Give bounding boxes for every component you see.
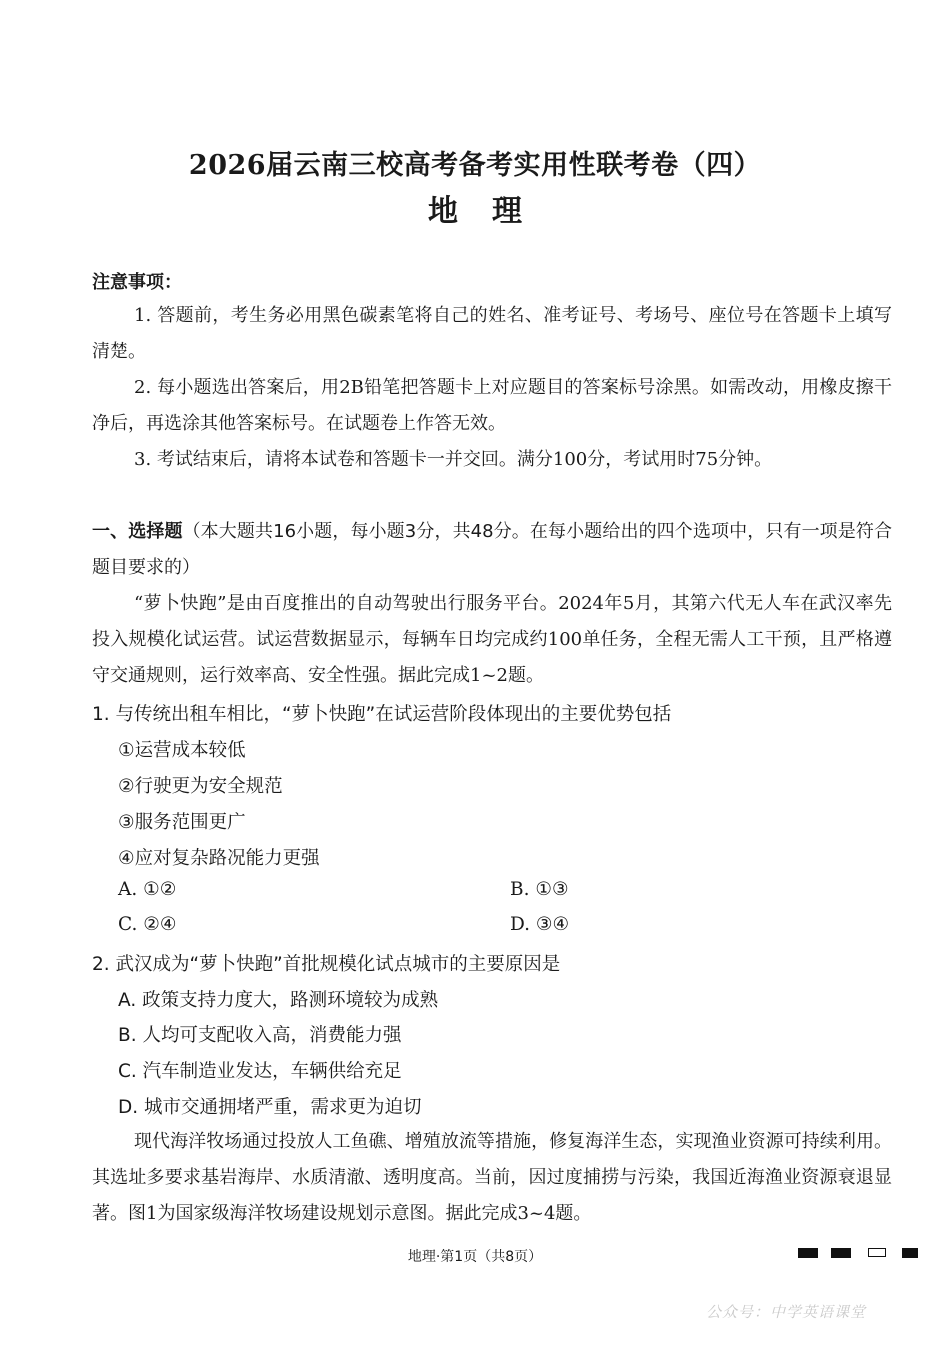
q1-item-1: ①运营成本较低 xyxy=(118,740,246,761)
mark-solid-1 xyxy=(798,1248,818,1258)
watermark: 公众号：中学英语课堂 xyxy=(706,1303,867,1321)
page-footer: 地理·第1页（共8页） xyxy=(407,1249,543,1265)
q1-item-3: ③服务范围更广 xyxy=(118,812,246,833)
exam-title: 2026届云南三校高考备考实用性联考卷（四） xyxy=(188,150,762,181)
q2-stem: 2. 武汉成为“萝卜快跑”首批规模化试点城市的主要原因是 xyxy=(92,954,561,975)
subject-title xyxy=(0,186,950,230)
q2-option-d: D. 城市交通拥堵严重，需求更为迫切 xyxy=(118,1097,422,1118)
q1-item-2: ②行驶更为安全规范 xyxy=(118,776,283,797)
section-1 xyxy=(92,514,892,586)
passage-1: “萝卜快跑”是由百度推出的自动驾驶出行服务平台。2024年5月，其第六代无人车在武汉率先投入规模化试运营。试运营数据显示，每辆车日均完成约100单任务，全程无需人工干预，且严格遵守交通规则，运行效率高、安全性强。据此完成1~2题。 xyxy=(92,593,892,686)
note-item-1: 1. 答题前，考生务必用黑色碳素笔将自己的姓名、准考证号、考场号、座位号在答题卡上填写清楚。 xyxy=(92,305,892,362)
q1-item-4: ④应对复杂路况能力更强 xyxy=(118,848,320,869)
mark-solid-2 xyxy=(831,1248,851,1258)
mark-solid-3 xyxy=(902,1248,918,1258)
section-1-description: （本大题共16小题，每小题3分，共48分。在每小题给出的四个选项中，只有一项是符合题目要求的） xyxy=(92,521,893,578)
q1-option-b: B. ①③ xyxy=(510,879,569,900)
q2-option-b: B. 人均可支配收入高，消费能力强 xyxy=(118,1025,402,1046)
subject-char-2: 理 xyxy=(492,194,522,229)
passage-2: 现代海洋牧场通过投放人工鱼礁、增殖放流等措施，修复海洋生态，实现渔业资源可持续利用。其选址多要求基岩海岸、水质清澈、透明度高。当前，因过度捕捞与污染，我国近海渔业资源衰退显著。图1为国家级海洋牧场建设规划示意图。据此完成3~4题。 xyxy=(92,1131,892,1224)
q1-stem: 1. 与传统出租车相比，“萝卜快跑”在试运营阶段体现出的主要优势包括 xyxy=(92,704,672,725)
section-1-heading: 一、选择题 xyxy=(92,521,183,542)
q2-option-a: A. 政策支持力度大，路测环境较为成熟 xyxy=(118,990,439,1011)
q1-option-a: A. ①② xyxy=(118,879,177,900)
subject-char-1: 地 xyxy=(428,194,458,229)
q1-option-d: D. ③④ xyxy=(510,914,570,935)
q2-option-c: C. 汽车制造业发达，车辆供给充足 xyxy=(118,1061,402,1082)
mark-hollow xyxy=(868,1248,886,1257)
note-item-3: 3. 考试结束后，请将本试卷和答题卡一并交回。满分100分，考试用时75分钟。 xyxy=(134,449,773,470)
note-item-2: 2. 每小题选出答案后，用2B铅笔把答题卡上对应题目的答案标号涂黑。如需改动，用橡皮擦干净后，再选涂其他答案标号。在试题卷上作答无效。 xyxy=(92,377,892,434)
notes-heading: 注意事项： xyxy=(92,272,182,293)
q1-option-c: C. ②④ xyxy=(118,914,177,935)
